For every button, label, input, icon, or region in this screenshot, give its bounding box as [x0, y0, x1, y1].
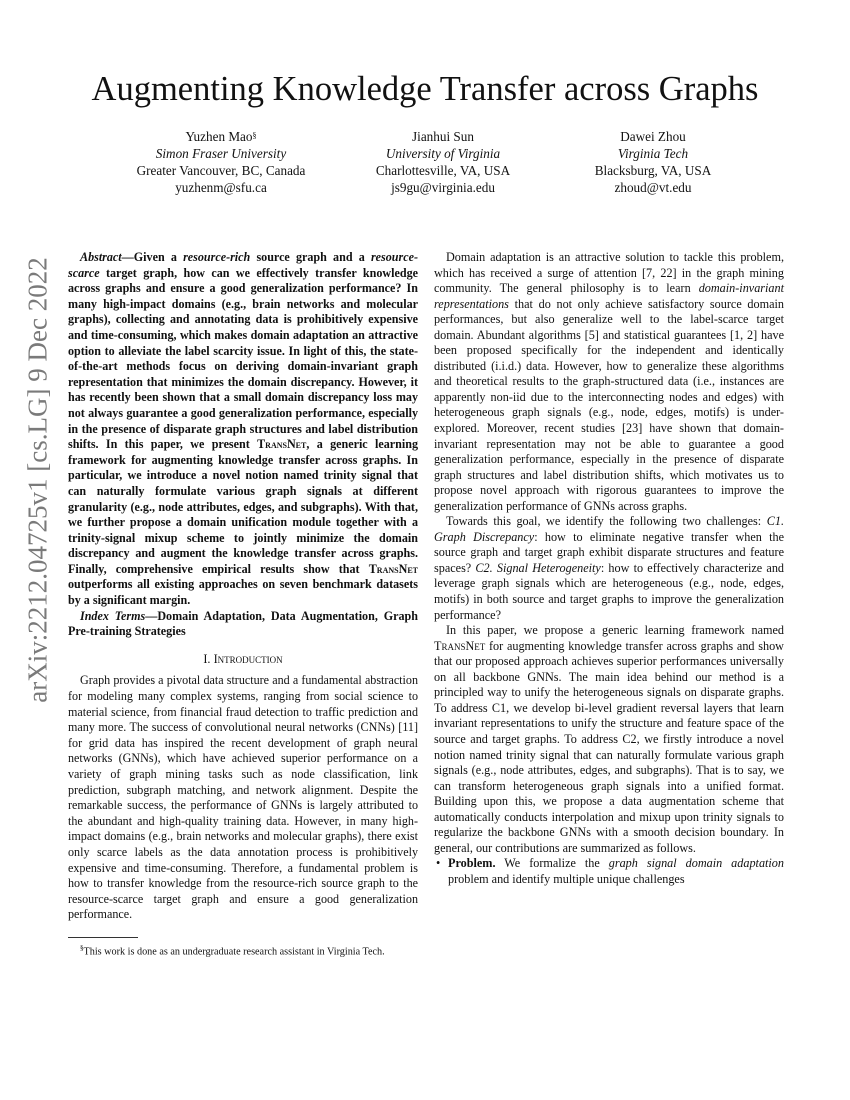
author-1	[101, 128, 341, 196]
left-column	[68, 250, 418, 958]
footnote	[68, 942, 418, 958]
author-affiliation: Virginia Tech	[617, 146, 689, 161]
abstract-label: Abstract	[80, 250, 122, 264]
paragraph-text: that do not only achieve satisfactory source domain performances, but also generalize well to the label-scarce target domain. Abundant algorithms [5] and statistical guarantees [1, 2] have been proposed specifically for the independent and identically distributed (i.i.d.) data. However, how to generalize these algorithms and theoretical results to the graph-structured data (i.e., instances are apparently non-iid due to the interconnecting nodes and edges) with heterogeneous graph signals (e.g., node, edges, motifs) is under-explored. Moreover, recent studies [23] have shown that domain-invariant representation may not be able to guarantee a good generalization performance, especially in the presence of disparate graph structures and label distribution shifts, which motivates us to propose novel approach with rigorous guarantees to improve the generalization performance of GNNs across graphs.	[434, 296, 784, 513]
footnote-mark: §	[80, 943, 84, 952]
abstract-emph: resource-scarce	[68, 250, 418, 280]
bullet-text: We formalize the	[495, 856, 609, 871]
paragraph-text: : how to effectively characterize and leverage graph signals which are heterogeneous (e.g., node, edges, motifs) in both source and target graphs to improve the generalization performance?	[434, 560, 785, 622]
footnote-divider	[68, 937, 138, 938]
abstract-text: —Given a	[121, 250, 184, 264]
paragraph-emph: domain-invariant representations	[434, 281, 784, 311]
abstract-text: outperforms all existing approaches on seven benchmark datasets by a significant margin.	[68, 577, 418, 608]
method-name: TransNet	[368, 561, 418, 576]
method-name: TransNet	[434, 638, 486, 653]
paragraph-text: In this paper, we propose a generic learning framework named	[446, 623, 784, 638]
intro-paragraph-1: Graph provides a pivotal data structure and a fundamental abstraction for modeling many complex systems, ranging from social science to material science, from financial fraud detection to traffic prediction and many more. The success of convolutional neural networks (CNNs) [11] for grid data has inspired the recent development of graph neural networks (GNNs), which have achieved superior performance on a variety of graph mining tasks such as node classification, link prediction, subgraph matching, and network alignment. Despite the remarkable success, the performance of GNNs is largely attributed to the abundant and high-quality training data. However, in many high-impact domains (e.g., brain networks and molecular graphs), there exist only scarce labels as the data annotation process is prohibitively expensive and time-consuming. Therefore, a fundamental problem is how to transfer knowledge from the resource-rich source graph to the resource-scarce target graph and ensure a good generalization performance.	[68, 673, 418, 922]
author-block	[0, 128, 850, 208]
author-footnote-mark: §	[252, 131, 257, 140]
author-name: Jianhui Sun	[412, 129, 474, 144]
challenge-2-label: C2. Signal Heterogeneity	[475, 560, 601, 575]
abstract-emph: resource-rich	[183, 250, 251, 264]
author-name: Yuzhen Mao	[185, 129, 253, 144]
footnote-text: This work is done as an undergraduate research assistant in Virginia Tech.	[83, 946, 385, 958]
bullet-text: problem and identify multiple unique challenges	[448, 871, 685, 886]
paper-title: Augmenting Knowledge Transfer across Graphs	[91, 70, 759, 108]
contribution-bullet	[434, 856, 784, 887]
author-affiliation: Simon Fraser University	[155, 146, 287, 161]
author-location: Charlottesville, VA, USA	[375, 163, 511, 178]
paragraph-text: Towards this goal, we identify the following two challenges:	[446, 514, 767, 529]
index-terms	[68, 609, 418, 640]
arxiv-identifier-stamp	[8, 257, 68, 703]
abstract-text: source graph and a	[250, 250, 371, 264]
intro-paragraph-4	[434, 623, 784, 856]
author-location: Greater Vancouver, BC, Canada	[136, 163, 306, 178]
author-2	[323, 128, 563, 196]
intro-paragraph-2	[434, 250, 784, 514]
index-terms-label: Index Terms	[80, 608, 146, 623]
arxiv-identifier-text: arXiv:2212.04725v1 [cs.LG] 9 Dec 2022	[22, 257, 53, 703]
method-name: TransNet	[257, 437, 307, 452]
index-terms-text: —Domain Adaptation, Data Augmentation, Graph Pre-training Strategies	[68, 608, 418, 639]
paragraph-text: for augmenting knowledge transfer across graphs and show that our proposed approach achieves superior performances universally on all backbone GNNs. The main idea behind our method is a principled way to unify the heterogeneous signals on disparate graphs. To address C1, we develop bi-level gradient reversal layers that learn invariant representations to unify the structure and feature space of the source and target graphs. To address C2, we firstly introduce a novel notion named trinity signal that can naturally formulate various graph signals (e.g., node attributes, edges, and subgraphs). That is to say, we can transform heterogeneous graph signals into a unified format. Building upon this, we propose a data augmentation scheme that automatically conducts interpolation and mixup upon trinity signals to regularize the backbone GNNs with a smooth decision boundary. In general, our contributions are summarized as follows.	[434, 638, 784, 855]
section-heading-introduction: I. Introduction	[203, 651, 283, 666]
author-email: yuzhenm@sfu.ca	[175, 180, 267, 195]
right-column	[434, 250, 784, 887]
intro-paragraph-3	[434, 514, 784, 623]
paragraph-text: Domain adaptation is an attractive solution to tackle this problem, which has received a surge of attention [7, 22] in the graph mining community. The general philosophy is to learn	[434, 250, 784, 296]
abstract-text: target graph, how can we effectively transfer knowledge across graphs and ensure a good generalization performance? In many high-impact domains (e.g., brain networks and molecular graphs), collecting and annotating data is prohibitively expensive and time-consuming, which makes domain adaptation an attractive option to alleviate the label scarcity issue. In light of this, the state-of-the-art methods focus on deriving domain-invariant graph representation that minimizes the domain discrepancy. However, it has recently been shown that a small domain discrepancy loss may not always guarantee a good generalization performance, especially in the presence of disparate graph structures and label distribution shifts. In this paper, we present	[68, 265, 418, 452]
author-email: zhoud@vt.edu	[614, 180, 692, 195]
abstract	[68, 250, 418, 609]
bullet-label: Problem.	[448, 856, 496, 871]
author-location: Blacksburg, VA, USA	[594, 163, 712, 178]
abstract-text: , a generic learning framework for augmenting knowledge transfer across graphs. In particular, we introduce a novel notion named trinity signal that can naturally formulate various graph signals at different granularity (e.g., node attributes, edges, and subgraphs). With that, we further propose a domain unification module together with a trinity-signal mixup scheme to jointly minimize the domain discrepancy and augment the knowledge transfer across graphs. Finally, comprehensive empirical results show that	[68, 437, 419, 576]
challenge-1-label: C1. Graph Discrepancy	[434, 514, 784, 544]
author-3	[533, 128, 773, 196]
bullet-emph: graph signal domain adaptation	[608, 856, 784, 871]
paragraph-text: : how to eliminate negative transfer when the source graph and target graph exhibit disparate structures and feature spaces?	[434, 529, 784, 575]
author-affiliation: University of Virginia	[385, 146, 501, 161]
author-name: Dawei Zhou	[620, 129, 686, 144]
author-email: js9gu@virginia.edu	[391, 180, 495, 195]
